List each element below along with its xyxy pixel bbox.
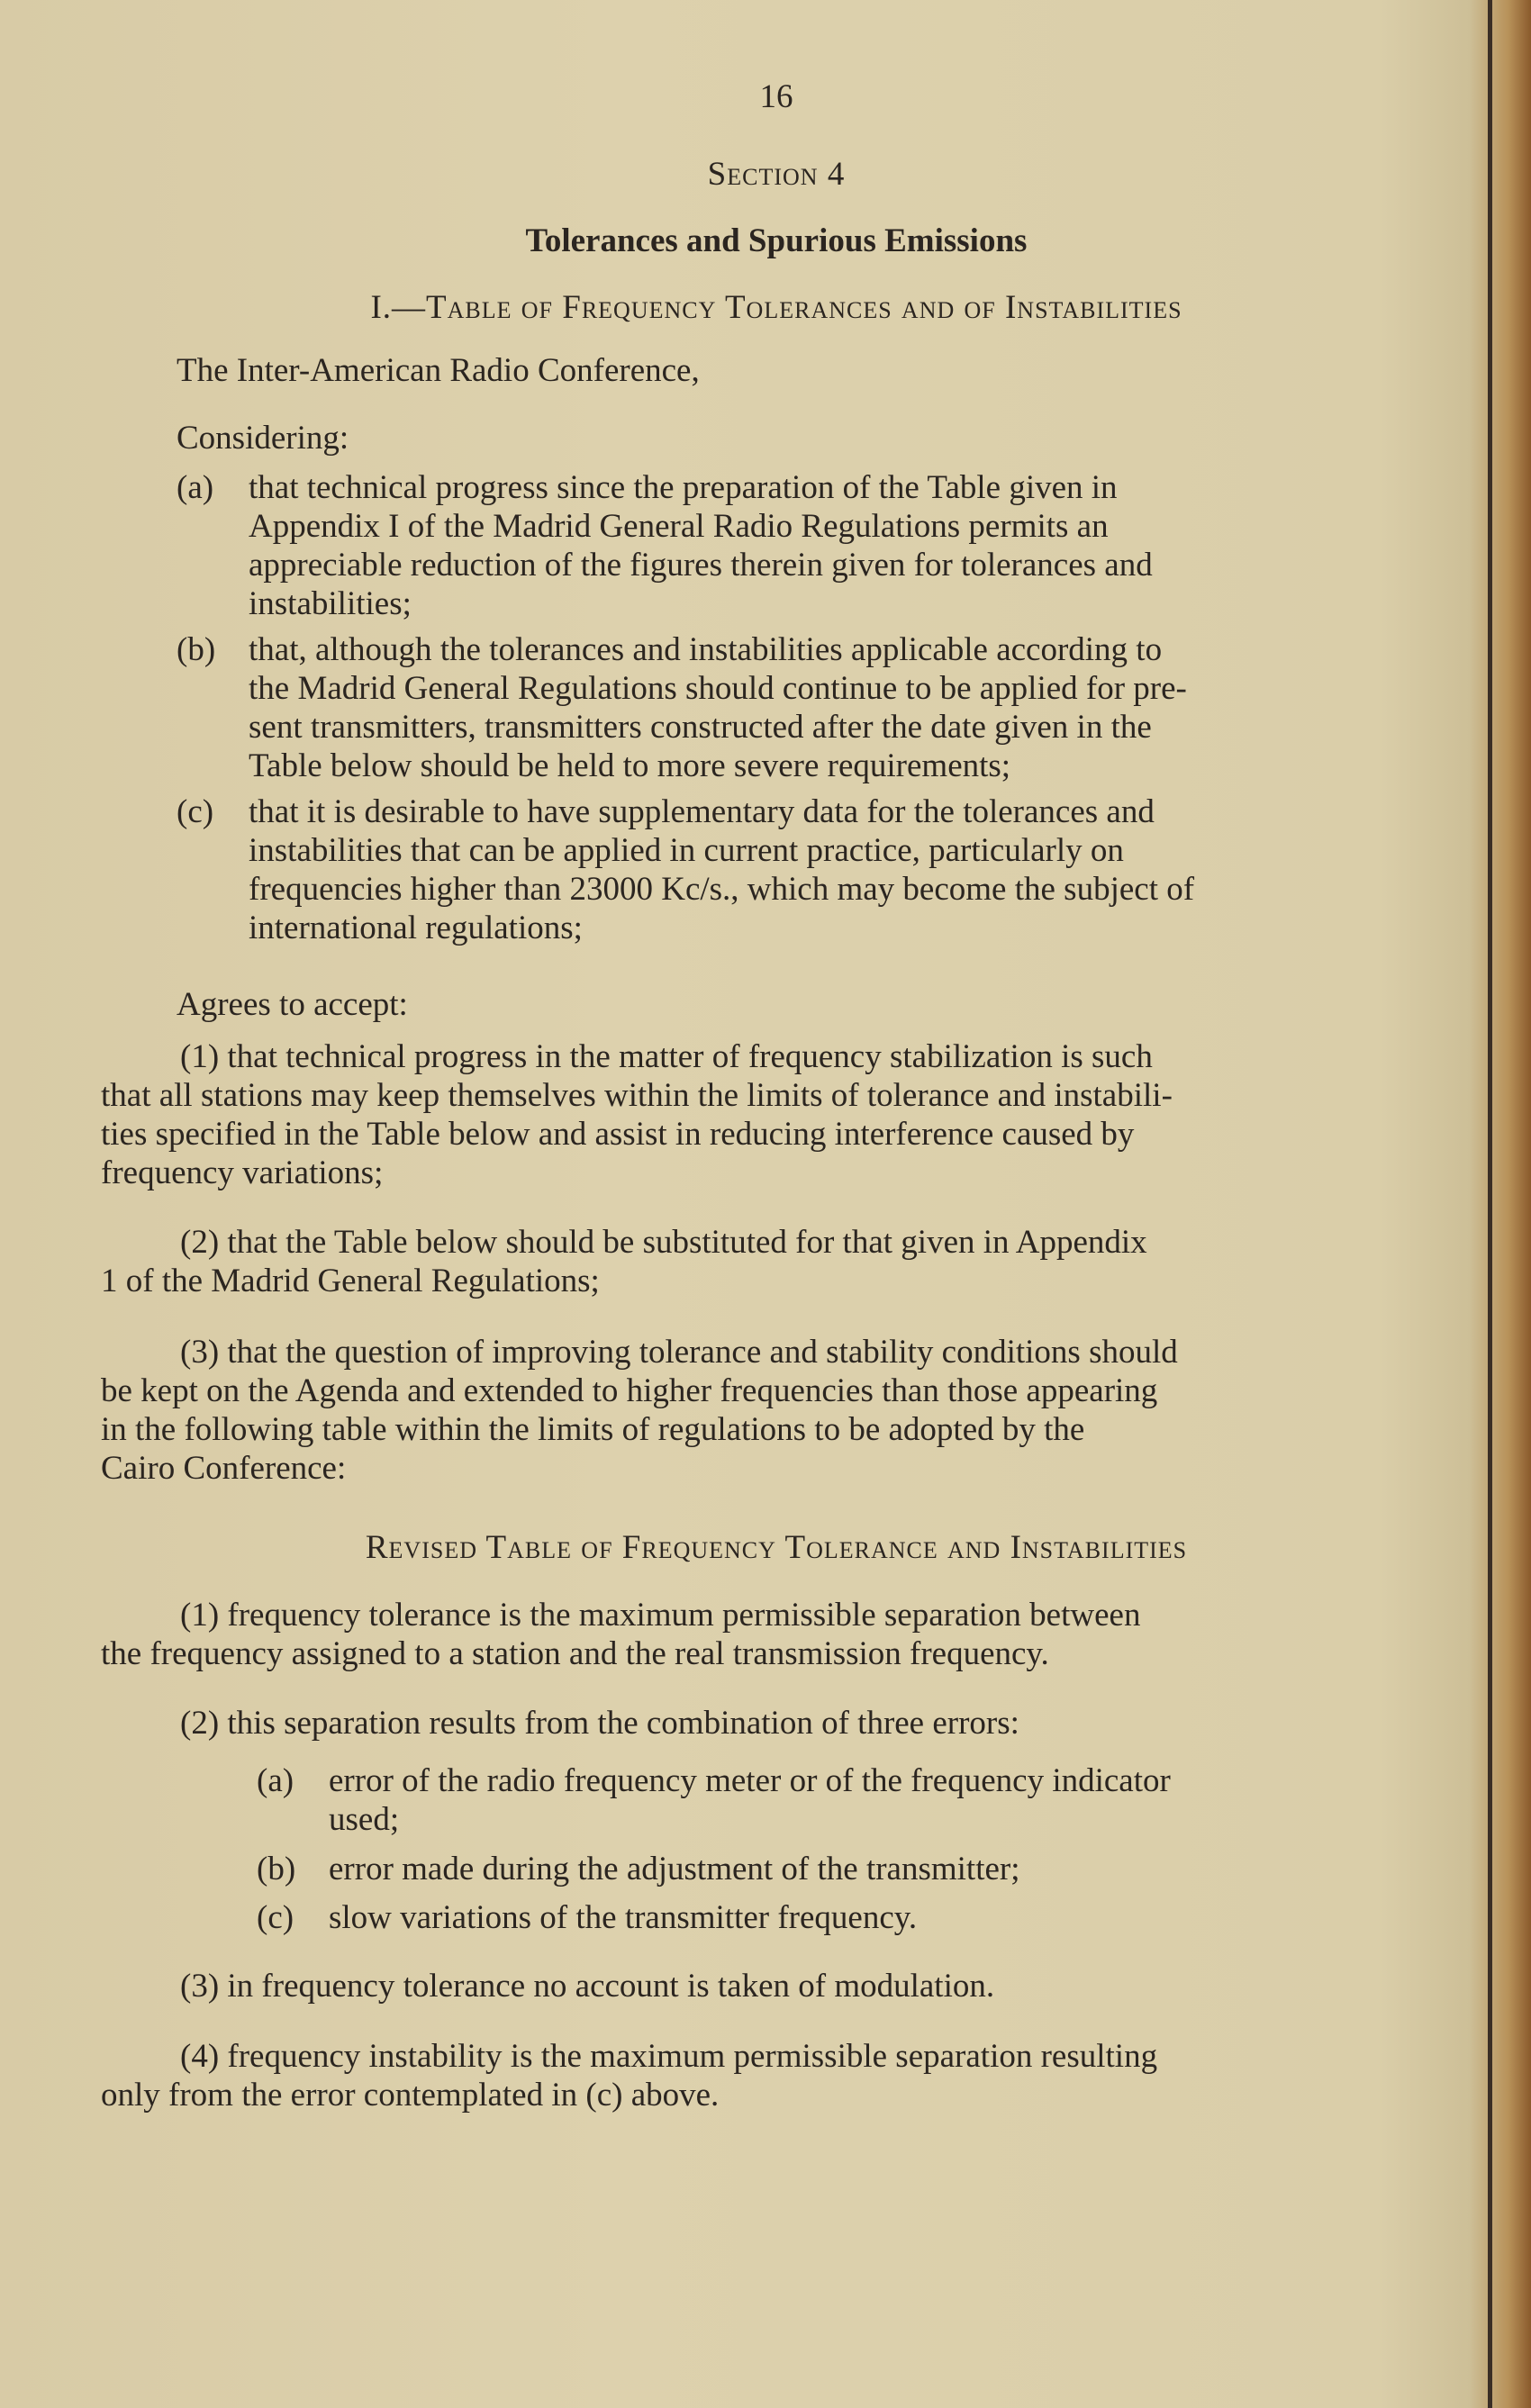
item-label: (b): [177, 631, 216, 668]
error-item: [257, 1761, 1445, 1838]
revised-item: [101, 1704, 1470, 1743]
item-line: (3) in frequency tolerance no account is taken of modulation.: [180, 1968, 995, 2005]
item-line: (2) that the Table below should be substituted for that given in Appendix: [180, 1224, 1147, 1261]
item-line: slow variations of the transmitter frequency.: [329, 1899, 918, 1936]
section-label: Section 4: [707, 156, 846, 193]
preamble: The Inter-American Radio Conference,: [177, 352, 700, 389]
item-line: that all stations may keep themselves within the limits of tolerance and instabili-: [101, 1077, 1173, 1114]
item-line: (4) frequency instability is the maximum permissible separation resulting: [180, 2038, 1158, 2075]
item-line: Cairo Conference:: [101, 1450, 347, 1487]
agrees-item: [101, 1333, 1470, 1488]
agrees-label: Agrees to accept:: [177, 986, 408, 1023]
considering-item: [177, 792, 1437, 946]
section-title: Tolerances and Spurious Emissions: [525, 222, 1028, 259]
page-number: 16: [759, 78, 793, 115]
item-label: (b): [257, 1851, 296, 1887]
item-label: (a): [257, 1762, 294, 1799]
binding-edge: [1488, 0, 1492, 2408]
item-line: frequencies higher than 23000 Kc/s., which may become the subject of: [249, 871, 1195, 908]
revised-item: [101, 1596, 1470, 1673]
item-line: that it is desirable to have supplementary data for the tolerances and: [249, 793, 1155, 830]
considering-label: Considering:: [177, 420, 349, 457]
item-line: only from the error contemplated in (c) above.: [101, 2077, 720, 2114]
item-line: (2) this separation results from the combination of three errors:: [180, 1705, 1019, 1742]
agrees-item: [101, 1037, 1470, 1192]
item-line: (1) that technical progress in the matter of frequency stabilization is such: [180, 1038, 1153, 1075]
considering-item: [177, 630, 1437, 784]
item-line: error made during the adjustment of the transmitter;: [329, 1851, 1020, 1887]
item-line: instabilities;: [249, 585, 412, 622]
item-line: used;: [329, 1801, 400, 1838]
revised-item: [101, 2037, 1470, 2114]
item-label: (a): [177, 469, 214, 506]
revised-table-heading: Revised Table of Frequency Tolerance and Instabilities: [365, 1529, 1188, 1566]
table-heading: I.—Table of Frequency Tolerances and of Instabilities: [370, 289, 1182, 326]
item-line: the frequency assigned to a station and the real transmission frequency.: [101, 1635, 1049, 1672]
item-line: (3) that the question of improving tolerance and stability conditions should: [180, 1334, 1178, 1371]
item-label: (c): [177, 793, 214, 830]
error-item: [257, 1850, 1445, 1888]
item-line: Table below should be held to more severe requirements;: [249, 747, 1011, 784]
item-line: error of the radio frequency meter or of the frequency indicator: [329, 1762, 1171, 1799]
item-line: in the following table within the limits of regulations to be adopted by the: [101, 1411, 1085, 1448]
item-line: be kept on the Agenda and extended to higher frequencies than those appearing: [101, 1372, 1158, 1409]
item-line: international regulations;: [249, 910, 583, 946]
item-line: ties specified in the Table below and assist in reducing interference caused by: [101, 1116, 1135, 1153]
item-label: (c): [257, 1899, 294, 1936]
item-line: 1 of the Madrid General Regulations;: [101, 1263, 600, 1299]
agrees-item: [101, 1223, 1470, 1300]
item-line: (1) frequency tolerance is the maximum permissible separation between: [180, 1597, 1141, 1634]
item-line: instabilities that can be applied in current practice, particularly on: [249, 832, 1124, 869]
revised-item: [101, 1967, 1470, 2005]
error-item: [257, 1898, 1445, 1937]
item-line: that, although the tolerances and instabilities applicable according to: [249, 631, 1163, 668]
item-line: that technical progress since the preparation of the Table given in: [249, 469, 1118, 506]
considering-item: [177, 468, 1437, 622]
item-line: frequency variations;: [101, 1154, 384, 1191]
item-line: appreciable reduction of the figures therein given for tolerances and: [249, 547, 1153, 584]
item-line: sent transmitters, transmitters constructed after the date given in the: [249, 709, 1152, 746]
item-line: the Madrid General Regulations should continue to be applied for pre-: [249, 670, 1187, 707]
item-line: Appendix I of the Madrid General Radio Regulations permits an: [249, 508, 1109, 545]
